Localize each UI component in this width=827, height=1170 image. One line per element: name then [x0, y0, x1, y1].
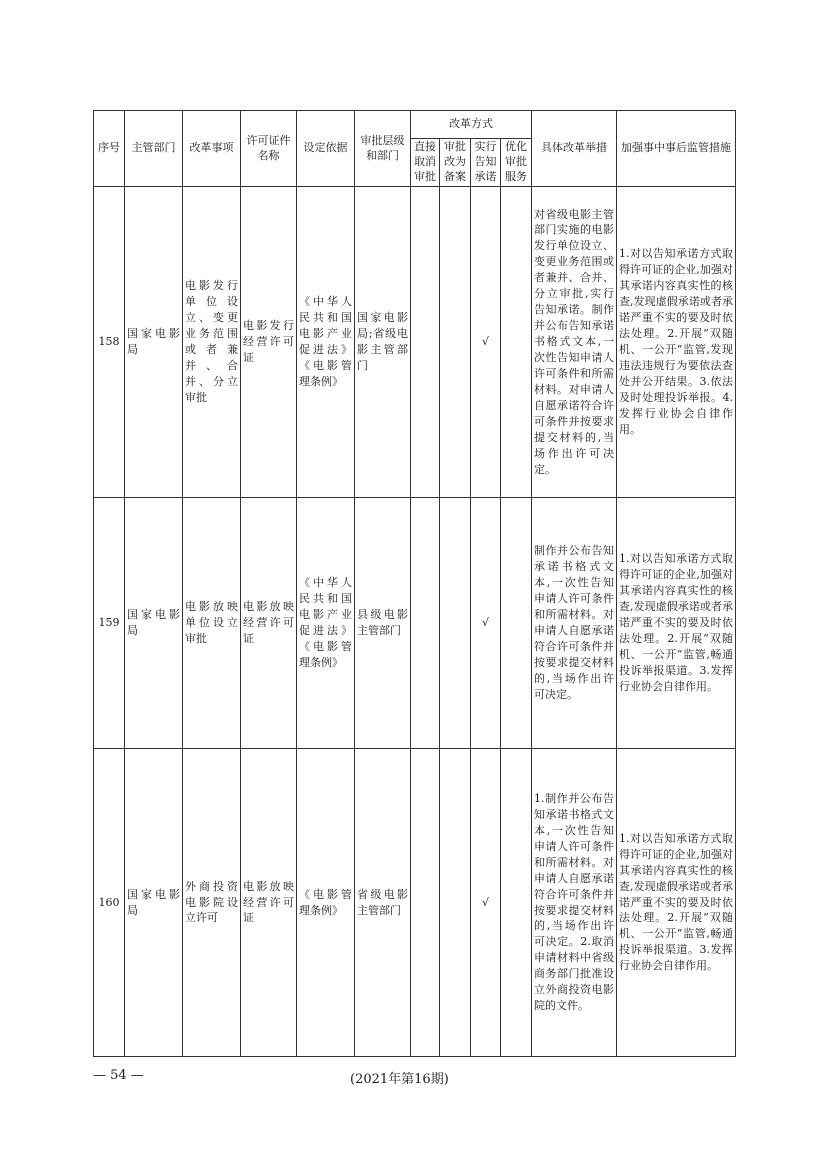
row-dept: 国家电影局 [125, 187, 183, 498]
row-mode-optimize [501, 498, 532, 749]
row-level: 县级电影主管部门 [355, 498, 411, 749]
row-mode-cancel [411, 749, 440, 1057]
row-supervision: 1.对以告知承诺方式取得许可证的企业,加强对其承诺内容真实性的核查,发现虚假承诺或者承诺严重不实的要及时依法处理。2.开展“双随机、一公开”监管,畅通投诉举报渠道。3.发挥行业协会自律作用。 [617, 498, 736, 749]
table-row [94, 498, 736, 749]
row-mode-optimize [501, 187, 532, 498]
header-mode-optimize: 优化审批服务 [501, 139, 532, 187]
row-measures: 制作并公布告知承诺书格式文本,一次性告知申请人许可条件和所需材料。对申请人自愿承诺符合许可条件并按要求提交材料的,当场作出许可决定。 [532, 498, 617, 749]
row-level: 省级电影主管部门 [355, 749, 411, 1057]
row-dept: 国家电影局 [125, 749, 183, 1057]
issue-label: (2021年第16期) [350, 1072, 449, 1087]
table-row [94, 187, 736, 498]
header-level: 审批层级和部门 [355, 111, 411, 187]
row-mode-notify-check: √ [471, 187, 501, 498]
header-seq: 序号 [94, 111, 125, 187]
table-row [94, 749, 736, 1057]
row-mode-record [440, 498, 471, 749]
row-license: 电影放映经营许可证 [241, 749, 297, 1057]
row-level: 国家电影局;省级电影主管部门 [355, 187, 411, 498]
header-item: 改革事项 [183, 111, 241, 187]
row-mode-record [440, 187, 471, 498]
row-mode-notify-check: √ [471, 498, 501, 749]
header-supervision: 加强事中事后监管措施 [617, 111, 736, 187]
row-measures: 对省级电影主管部门实施的电影发行单位设立、变更业务范围或者兼并、合并、分立审批,实行告知承诺。制作并公布告知承诺书格式文本,一次性告知申请人许可条件和所需材料。对申请人自愿承诺符合许可条件并按要求提交材料的,当场作出许可决定。 [532, 187, 617, 498]
page-number: — 54 — [93, 1068, 144, 1083]
row-seq: 159 [94, 498, 125, 749]
row-supervision: 1.对以告知承诺方式取得许可证的企业,加强对其承诺内容真实性的核查,发现虚假承诺或者承诺严重不实的要及时依法处理。2.开展“双随机、一公开”监管,发现违法违规行为要依法查处并公开结果。3.依法及时处理投诉举报。4.发挥行业协会自律作用。 [617, 187, 736, 498]
row-item: 电影发行单位设立、变更业务范围或者兼并、合并、分立审批 [183, 187, 241, 498]
row-basis: 《中华人民共和国电影产业促进法》《电影管理条例》 [297, 187, 355, 498]
row-seq: 160 [94, 749, 125, 1057]
row-license: 电影发行经营许可证 [241, 187, 297, 498]
header-mode-notify: 实行告知承诺 [471, 139, 501, 187]
header-dept: 主管部门 [125, 111, 183, 187]
row-supervision: 1.对以告知承诺方式取得许可证的企业,加强对其承诺内容真实性的核查,发现虚假承诺或者承诺严重不实的要及时依法处理。2.开展“双随机、一公开”监管,畅通投诉举报渠道。3.发挥行业协会自律作用。 [617, 749, 736, 1057]
row-mode-cancel [411, 187, 440, 498]
header-license: 许可证件名称 [241, 111, 297, 187]
header-mode-cancel: 直接取消审批 [411, 139, 440, 187]
row-item: 外商投资电影院设立许可 [183, 749, 241, 1057]
row-mode-cancel [411, 498, 440, 749]
row-mode-notify-check: √ [471, 749, 501, 1057]
row-basis: 《中华人民共和国电影产业促进法》《电影管理条例》 [297, 498, 355, 749]
row-item: 电影放映单位设立审批 [183, 498, 241, 749]
row-basis: 《电影管理条例》 [297, 749, 355, 1057]
header-reform-mode: 改革方式 [411, 111, 532, 139]
row-dept: 国家电影局 [125, 498, 183, 749]
row-mode-optimize [501, 749, 532, 1057]
row-license: 电影放映经营许可证 [241, 498, 297, 749]
row-seq: 158 [94, 187, 125, 498]
row-mode-record [440, 749, 471, 1057]
row-measures: 1.制作并公布告知承诺书格式文本,一次性告知申请人许可条件和所需材料。对申请人自愿承诺符合许可条件并按要求提交材料的,当场作出许可决定。2.取消申请材料中省级商务部门批准设立外商投资电影院的文件。 [532, 749, 617, 1057]
header-basis: 设定依据 [297, 111, 355, 187]
header-measures: 具体改革举措 [532, 111, 617, 187]
reform-table [93, 110, 736, 1057]
header-mode-record: 审批改为备案 [440, 139, 471, 187]
